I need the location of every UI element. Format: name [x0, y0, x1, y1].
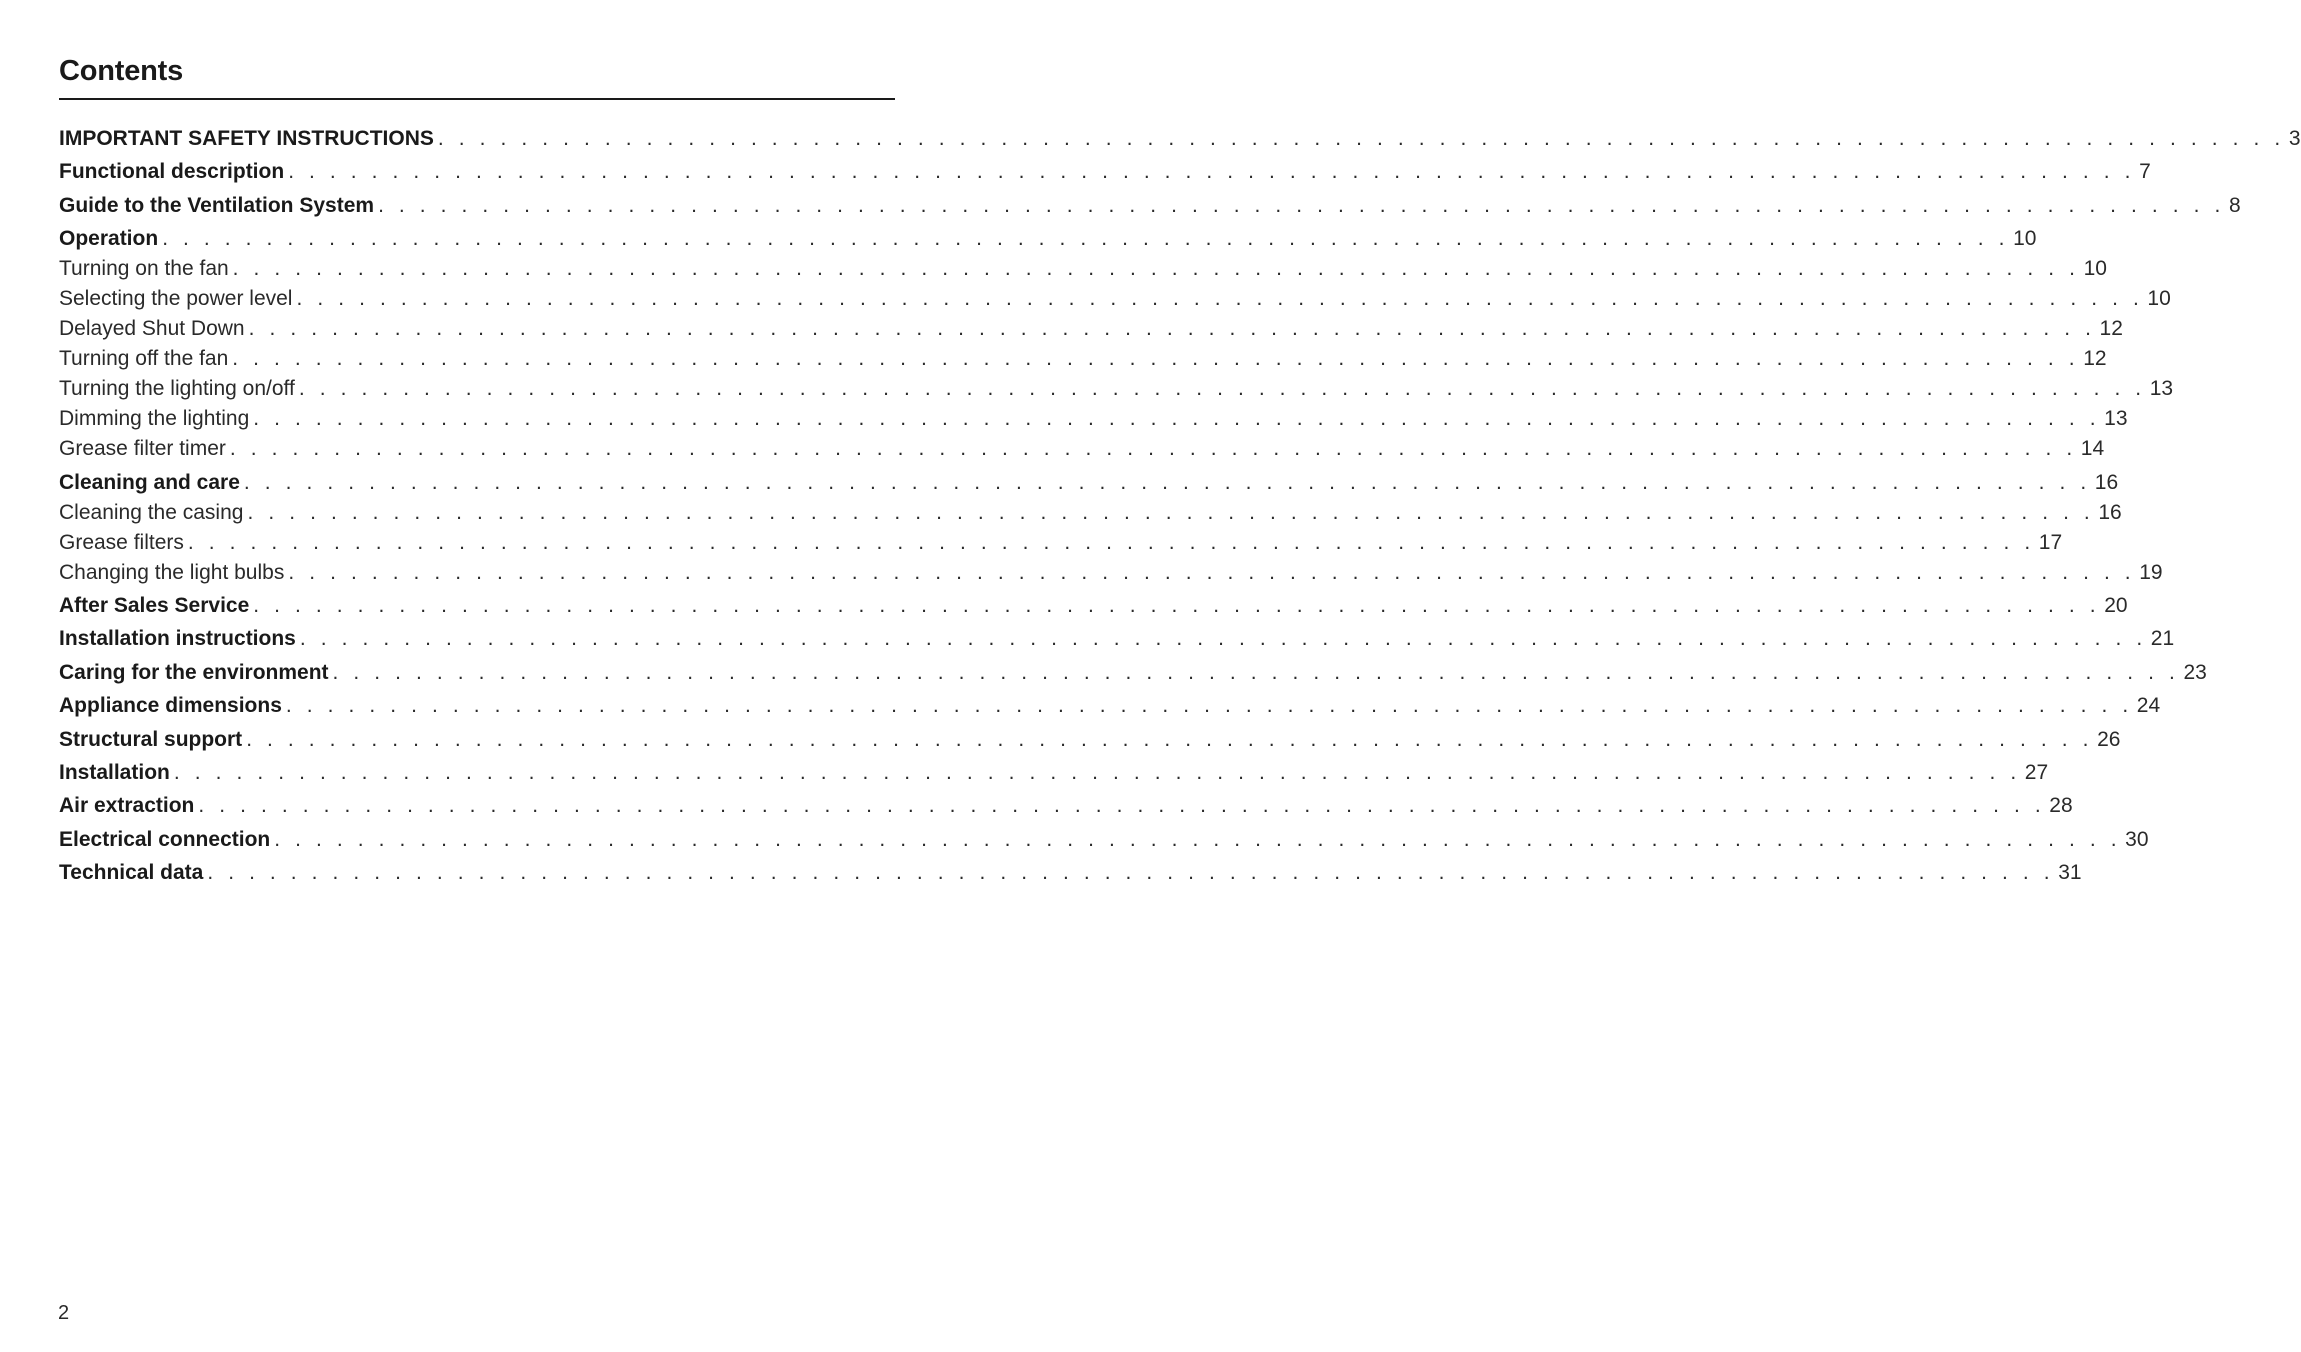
- toc-entry-label: Electrical connection: [59, 827, 271, 851]
- toc-entry-page: 20: [2104, 593, 2128, 617]
- toc-entry-label: Structural support: [59, 727, 243, 751]
- toc-dot-leader: . . . . . . . . . . . . . . . . . . . . . . . . . . . . . . . . . . . . . . . . . . . . . . . . . . . . . . . . . . . . . . . . . . . . . . . . . . . . . . . . . . . . . . . . .: [285, 694, 2133, 718]
- toc-dot-leader: . . . . . . . . . . . . . . . . . . . . . . . . . . . . . . . . . . . . . . . . . . . . . . . . . . . . . . . . . . . . . . . . . . . . . . . . . . . . . . . . . . . . . . . . .: [288, 160, 2136, 184]
- toc-entry[interactable]: [59, 404, 2128, 434]
- toc-entry-label: Technical data: [59, 861, 204, 885]
- toc-entry-label: Caring for the environment: [59, 660, 329, 684]
- toc-entry[interactable]: [59, 344, 2107, 374]
- toc-entry[interactable]: [59, 858, 2082, 888]
- toc-dot-leader: . . . . . . . . . . . . . . . . . . . . . . . . . . . . . . . . . . . . . . . . . . . . . . . . . . . . . . . . . . . . . . . . . . . . . . . . . . . . . . . . . . . . . . . . .: [162, 227, 2010, 251]
- toc-entry[interactable]: [59, 528, 2063, 558]
- toc-entry-label: Cleaning the casing: [59, 500, 244, 524]
- toc-entry[interactable]: [59, 591, 2128, 621]
- toc-dot-leader: . . . . . . . . . . . . . . . . . . . . . . . . . . . . . . . . . . . . . . . . . . . . . . . . . . . . . . . . . . . . . . . . . . . . . . . . . . . . . . . . . . . . . . . . .: [253, 407, 2101, 431]
- toc-entry[interactable]: [59, 191, 2241, 221]
- toc-dot-leader: . . . . . . . . . . . . . . . . . . . . . . . . . . . . . . . . . . . . . . . . . . . . . . . . . . . . . . . . . . . . . . . . . . . . . . . . . . . . . . . . . . . . . . . . .: [229, 437, 2077, 461]
- toc-entry[interactable]: [59, 468, 2119, 498]
- toc-dot-leader: . . . . . . . . . . . . . . . . . . . . . . . . . . . . . . . . . . . . . . . . . . . . . . . . . . . . . . . . . . . . . . . . . . . . . . . . . . . . . . . . . . . . . . . . .: [296, 287, 2144, 311]
- toc-entry[interactable]: [59, 691, 2161, 721]
- toc-entry-page: 24: [2136, 694, 2161, 718]
- toc-dot-leader: . . . . . . . . . . . . . . . . . . . . . . . . . . . . . . . . . . . . . . . . . . . . . . . . . . . . . . . . . . . . . . . . . . . . . . . . . . . . . . . . . . . . . . . . .: [274, 827, 2122, 851]
- toc-entry-label: Air extraction: [59, 794, 195, 818]
- toc-entry-label: Operation: [59, 227, 159, 251]
- toc-dot-leader: . . . . . . . . . . . . . . . . . . . . . . . . . . . . . . . . . . . . . . . . . . . . . . . . . . . . . . . . . . . . . . . . . . . . . . . . . . . . . . . . . . . . . . . . .: [247, 500, 2095, 524]
- toc-dot-leader: . . . . . . . . . . . . . . . . . . . . . . . . . . . . . . . . . . . . . . . . . . . . . . . . . . . . . . . . . . . . . . . . . . . . . . . . . . . . . . . . . . . . . . . . .: [207, 861, 2055, 885]
- toc-entry-page: 13: [2104, 407, 2128, 431]
- toc-entry[interactable]: [59, 558, 2163, 588]
- toc-entry-page: 30: [2125, 827, 2149, 851]
- toc-entry-page: 23: [2183, 660, 2207, 684]
- toc-dot-leader: . . . . . . . . . . . . . . . . . . . . . . . . . . . . . . . . . . . . . . . . . . . . . . . . . . . . . . . . . . . . . . . . . . . . . . . . . . . . . . . . . . . . . . . . .: [299, 627, 2147, 651]
- toc-entry-page: 31: [2058, 861, 2082, 885]
- toc-dot-leader: . . . . . . . . . . . . . . . . . . . . . . . . . . . . . . . . . . . . . . . . . . . . . . . . . . . . . . . . . . . . . . . . . . . . . . . . . . . . . . . . . . . . . . . . .: [253, 593, 2101, 617]
- toc-entry-label: Turning the lighting on/off: [59, 377, 295, 401]
- toc-entry-page: 16: [2098, 500, 2122, 524]
- toc-entry-page: 10: [2147, 287, 2171, 311]
- toc-entry-page: 8: [2228, 193, 2241, 217]
- toc-dot-leader: . . . . . . . . . . . . . . . . . . . . . . . . . . . . . . . . . . . . . . . . . . . . . . . . . . . . . . . . . . . . . . . . . . . . . . . . . . . . . . . . . . . . . . . . .: [437, 127, 2285, 150]
- toc-dot-leader: . . . . . . . . . . . . . . . . . . . . . . . . . . . . . . . . . . . . . . . . . . . . . . . . . . . . . . . . . . . . . . . . . . . . . . . . . . . . . . . . . . . . . . . . .: [288, 560, 2136, 584]
- toc-entry-page: 10: [2083, 257, 2107, 281]
- toc-entry-label: Guide to the Ventilation System: [59, 193, 375, 217]
- toc-entry-label: Delayed Shut Down: [59, 317, 245, 341]
- toc-entry-page: 17: [2038, 530, 2063, 554]
- toc-entry[interactable]: [59, 725, 2121, 755]
- toc-dot-leader: . . . . . . . . . . . . . . . . . . . . . . . . . . . . . . . . . . . . . . . . . . . . . . . . . . . . . . . . . . . . . . . . . . . . . . . . . . . . . . . . . . . . . . . . .: [246, 727, 2094, 751]
- toc-entry-label: Cleaning and care: [59, 470, 240, 494]
- toc-entry[interactable]: [59, 224, 2037, 254]
- toc-dot-leader: . . . . . . . . . . . . . . . . . . . . . . . . . . . . . . . . . . . . . . . . . . . . . . . . . . . . . . . . . . . . . . . . . . . . . . . . . . . . . . . . . . . . . . . . .: [232, 347, 2080, 371]
- toc-entry-label: Appliance dimensions: [59, 694, 282, 718]
- page-number: 2: [58, 1302, 70, 1324]
- toc-entry-page: 28: [2049, 794, 2073, 818]
- toc-dot-leader: . . . . . . . . . . . . . . . . . . . . . . . . . . . . . . . . . . . . . . . . . . . . . . . . . . . . . . . . . . . . . . . . . . . . . . . . . . . . . . . . . . . . . . . . .: [187, 530, 2035, 554]
- toc-entry-label: Turning off the fan: [59, 347, 229, 371]
- title-divider: [59, 98, 895, 100]
- toc-entry[interactable]: [59, 825, 2149, 855]
- page-title: Contents: [59, 55, 184, 87]
- toc-entry[interactable]: [59, 434, 2105, 464]
- toc-entry[interactable]: [59, 624, 2175, 654]
- toc-entry[interactable]: [59, 284, 2171, 314]
- toc-dot-leader: . . . . . . . . . . . . . . . . . . . . . . . . . . . . . . . . . . . . . . . . . . . . . . . . . . . . . . . . . . . . . . . . . . . . . . . . . . . . . . . . . . . . . . . . .: [298, 377, 2146, 401]
- toc-dot-leader: . . . . . . . . . . . . . . . . . . . . . . . . . . . . . . . . . . . . . . . . . . . . . . . . . . . . . . . . . . . . . . . . . . . . . . . . . . . . . . . . . . . . . . . . .: [232, 257, 2080, 281]
- toc-dot-leader: . . . . . . . . . . . . . . . . . . . . . . . . . . . . . . . . . . . . . . . . . . . . . . . . . . . . . . . . . . . . . . . . . . . . . . . . . . . . . . . . . . . . . . . . .: [332, 660, 2180, 684]
- toc-entry[interactable]: [59, 791, 2073, 821]
- toc-entry[interactable]: [59, 498, 2122, 528]
- toc-dot-leader: . . . . . . . . . . . . . . . . . . . . . . . . . . . . . . . . . . . . . . . . . . . . . . . . . . . . . . . . . . . . . . . . . . . . . . . . . . . . . . . . . . . . . . . . .: [173, 760, 2021, 784]
- toc-entry-page: 26: [2097, 727, 2121, 751]
- toc-entry[interactable]: [59, 658, 2207, 688]
- toc-entry-label: Changing the light bulbs: [59, 560, 285, 584]
- toc-entry-page: 19: [2139, 560, 2163, 584]
- toc-entry-label: Turning on the fan: [59, 257, 229, 281]
- toc-entry-page: 10: [2013, 227, 2037, 251]
- toc-entry-label: After Sales Service: [59, 593, 250, 617]
- toc-entry-label: Grease filters: [59, 530, 184, 554]
- toc-entry[interactable]: [59, 124, 2301, 154]
- table-of-contents: [59, 124, 2301, 888]
- toc-entry-page: 21: [2150, 627, 2175, 651]
- toc-entry-label: Functional description: [59, 160, 285, 184]
- toc-entry[interactable]: [59, 254, 2107, 284]
- toc-entry[interactable]: [59, 314, 2123, 344]
- toc-entry-label: Dimming the lighting: [59, 407, 250, 431]
- toc-entry[interactable]: [59, 758, 2049, 788]
- toc-entry-page: 16: [2094, 470, 2119, 494]
- toc-entry-page: 27: [2024, 760, 2049, 784]
- toc-entry-label: Selecting the power level: [59, 287, 293, 311]
- toc-entry-label: Installation: [59, 760, 170, 784]
- toc-entry-label: Grease filter timer: [59, 437, 226, 461]
- toc-entry-page: 12: [2099, 317, 2123, 341]
- toc-entry-page: 12: [2083, 347, 2107, 371]
- toc-entry-page: 14: [2080, 437, 2105, 461]
- toc-entry-page: 3: [2288, 127, 2301, 150]
- toc-entry-page: 7: [2139, 160, 2151, 184]
- toc-dot-leader: . . . . . . . . . . . . . . . . . . . . . . . . . . . . . . . . . . . . . . . . . . . . . . . . . . . . . . . . . . . . . . . . . . . . . . . . . . . . . . . . . . . . . . . . .: [378, 193, 2225, 217]
- toc-entry[interactable]: [59, 374, 2174, 404]
- toc-entry-label: Installation instructions: [59, 627, 296, 651]
- toc-dot-leader: . . . . . . . . . . . . . . . . . . . . . . . . . . . . . . . . . . . . . . . . . . . . . . . . . . . . . . . . . . . . . . . . . . . . . . . . . . . . . . . . . . . . . . . . .: [248, 317, 2096, 341]
- toc-entry[interactable]: [59, 157, 2151, 187]
- toc-dot-leader: . . . . . . . . . . . . . . . . . . . . . . . . . . . . . . . . . . . . . . . . . . . . . . . . . . . . . . . . . . . . . . . . . . . . . . . . . . . . . . . . . . . . . . . . .: [198, 794, 2046, 818]
- toc-dot-leader: . . . . . . . . . . . . . . . . . . . . . . . . . . . . . . . . . . . . . . . . . . . . . . . . . . . . . . . . . . . . . . . . . . . . . . . . . . . . . . . . . . . . . . . . .: [243, 470, 2091, 494]
- toc-entry-label: IMPORTANT SAFETY INSTRUCTIONS: [59, 127, 434, 150]
- toc-entry-page: 13: [2149, 377, 2174, 401]
